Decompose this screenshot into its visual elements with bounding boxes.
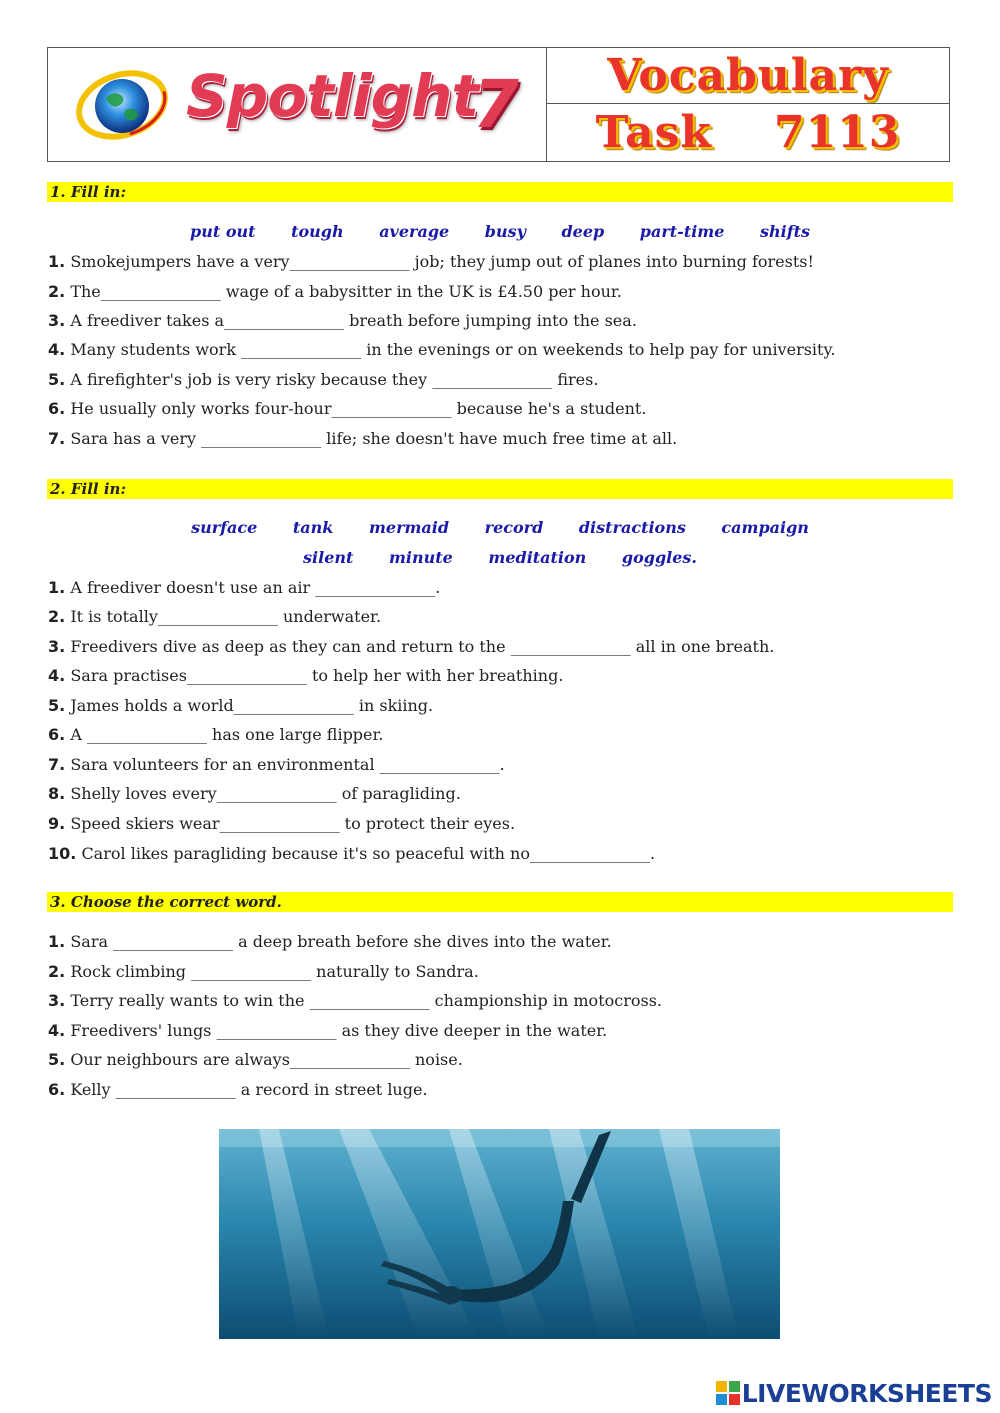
item-text: He usually only works four-hour_______________ because he's a student.	[70, 399, 647, 418]
word-bank-item: put out	[190, 222, 256, 241]
freediver-photo	[219, 1129, 780, 1339]
item-text: Carol likes paragliding because it's so peaceful with no_______________.	[81, 844, 656, 863]
liveworksheets-footer	[716, 1376, 992, 1410]
exercise-item[interactable]	[48, 665, 563, 687]
item-text: Freedivers' lungs _______________ as they dive deeper in the water.	[70, 1021, 608, 1040]
exercise-item[interactable]	[48, 606, 381, 628]
freediver-illustration	[219, 1129, 780, 1339]
item-number: 6.	[48, 1080, 66, 1099]
exercise-item[interactable]	[48, 813, 515, 835]
item-number: 6.	[48, 399, 66, 418]
spotlight-logo-text: Spotlight	[186, 62, 479, 130]
section-1-heading: 1. Fill in:	[47, 182, 953, 202]
item-number: 5.	[48, 1050, 66, 1069]
item-text: A freediver doesn't use an air _______________.	[70, 578, 441, 597]
exercise-item[interactable]	[48, 754, 505, 776]
word-bank-item: campaign	[721, 518, 809, 537]
section-1-word-bank	[47, 221, 953, 243]
item-number: 1.	[48, 578, 66, 597]
item-number: 5.	[48, 696, 66, 715]
item-number: 3.	[48, 311, 66, 330]
liveworksheets-logo-icon	[716, 1381, 740, 1405]
section-2-word-bank-row-2	[47, 547, 953, 569]
exercise-item[interactable]	[48, 369, 598, 391]
item-text: Terry really wants to win the _______________ championship in motocross.	[70, 991, 662, 1010]
exercise-item[interactable]	[48, 577, 440, 599]
word-bank-item: minute	[388, 548, 453, 567]
exercise-item[interactable]	[48, 428, 677, 450]
item-text: Sara practises_______________ to help her with her breathing.	[70, 666, 564, 685]
item-text: Rock climbing _______________ naturally to Sandra.	[70, 962, 479, 981]
word-bank-item: mermaid	[368, 518, 450, 537]
item-number: 8.	[48, 784, 66, 803]
item-text: Smokejumpers have a very_______________ job; they jump out of planes into burning forests!	[70, 252, 814, 271]
word-bank-item: part-time	[639, 222, 725, 241]
exercise-item[interactable]	[48, 1079, 428, 1101]
exercise-item[interactable]	[48, 398, 646, 420]
exercise-item[interactable]	[48, 1049, 463, 1071]
exercise-item[interactable]	[48, 251, 814, 273]
item-text: James holds a world_______________ in skiing.	[70, 696, 434, 715]
liveworksheets-brand: LIVEWORKSHEETS	[741, 1378, 992, 1408]
item-number: 4.	[48, 340, 66, 359]
exercise-item[interactable]	[48, 281, 622, 303]
exercise-item[interactable]	[48, 636, 774, 658]
item-number: 5.	[48, 370, 66, 389]
word-bank-item: silent	[303, 548, 354, 567]
header-title-cell	[547, 48, 949, 104]
header-task-cell	[547, 104, 949, 161]
exercise-item[interactable]	[48, 695, 433, 717]
item-text: Sara has a very _______________ life; she doesn't have much free time at all.	[70, 429, 678, 448]
item-number: 2.	[48, 607, 66, 626]
item-number: 7.	[48, 755, 66, 774]
item-text: Shelly loves every_______________ of paragliding.	[70, 784, 461, 803]
item-text: A _______________ has one large flipper.	[70, 725, 384, 744]
globe-icon	[76, 66, 168, 144]
word-bank-item: surface	[191, 518, 258, 537]
word-bank-item: goggles.	[621, 548, 697, 567]
exercise-item[interactable]	[48, 1020, 607, 1042]
exercise-item[interactable]	[48, 961, 479, 983]
item-number: 9.	[48, 814, 66, 833]
word-bank-item: shifts	[759, 222, 810, 241]
word-bank-item: distractions	[578, 518, 686, 537]
item-text: It is totally_______________ underwater.	[70, 607, 382, 626]
item-text: Speed skiers wear_______________ to protect their eyes.	[70, 814, 516, 833]
item-number: 1.	[48, 252, 66, 271]
section-2-word-bank-row-1	[47, 517, 953, 539]
word-bank-item: meditation	[488, 548, 587, 567]
item-number: 10.	[48, 844, 77, 863]
item-text: Our neighbours are always_______________ noise.	[70, 1050, 463, 1069]
exercise-item[interactable]	[48, 843, 655, 865]
item-number: 1.	[48, 932, 66, 951]
item-text: The_______________ wage of a babysitter in the UK is £4.50 per hour.	[70, 282, 622, 301]
word-bank-item: deep	[561, 222, 605, 241]
item-text: Kelly _______________ a record in street luge.	[70, 1080, 428, 1099]
word-bank-item: tough	[291, 222, 344, 241]
section-3-heading: 3. Choose the correct word.	[47, 892, 953, 912]
item-text: Freedivers dive as deep as they can and return to the _______________ all in one breath.	[70, 637, 775, 656]
word-bank-item: record	[484, 518, 544, 537]
exercise-item[interactable]	[48, 783, 461, 805]
item-number: 3.	[48, 991, 66, 1010]
item-text: Sara volunteers for an environmental _______________.	[70, 755, 505, 774]
exercise-item[interactable]	[48, 931, 612, 953]
header-box	[47, 47, 950, 162]
task-number: 7113	[773, 107, 901, 158]
item-number: 2.	[48, 282, 66, 301]
item-text: A firefighter's job is very risky because they _______________ fires.	[70, 370, 599, 389]
exercise-item[interactable]	[48, 339, 835, 361]
item-number: 6.	[48, 725, 66, 744]
spotlight-logo-number: 7	[473, 66, 519, 143]
item-number: 7.	[48, 429, 66, 448]
item-text: Sara _______________ a deep breath before she dives into the water.	[70, 932, 612, 951]
worksheet-title: Vocabulary	[607, 50, 889, 101]
word-bank-item: tank	[292, 518, 334, 537]
item-text: A freediver takes a_______________ breath before jumping into the sea.	[70, 311, 637, 330]
item-number: 3.	[48, 637, 66, 656]
item-text: Many students work _______________ in the evenings or on weekends to help pay for university.	[70, 340, 836, 359]
item-number: 2.	[48, 962, 66, 981]
section-2-heading: 2. Fill in:	[47, 479, 953, 499]
word-bank-item: average	[379, 222, 450, 241]
exercise-item[interactable]	[48, 724, 384, 746]
task-label: Task	[595, 107, 712, 158]
item-number: 4.	[48, 1021, 66, 1040]
word-bank-item: busy	[484, 222, 526, 241]
exercise-item[interactable]	[48, 990, 662, 1012]
exercise-item[interactable]	[48, 310, 637, 332]
header-logo-cell	[48, 48, 547, 161]
item-number: 4.	[48, 666, 66, 685]
